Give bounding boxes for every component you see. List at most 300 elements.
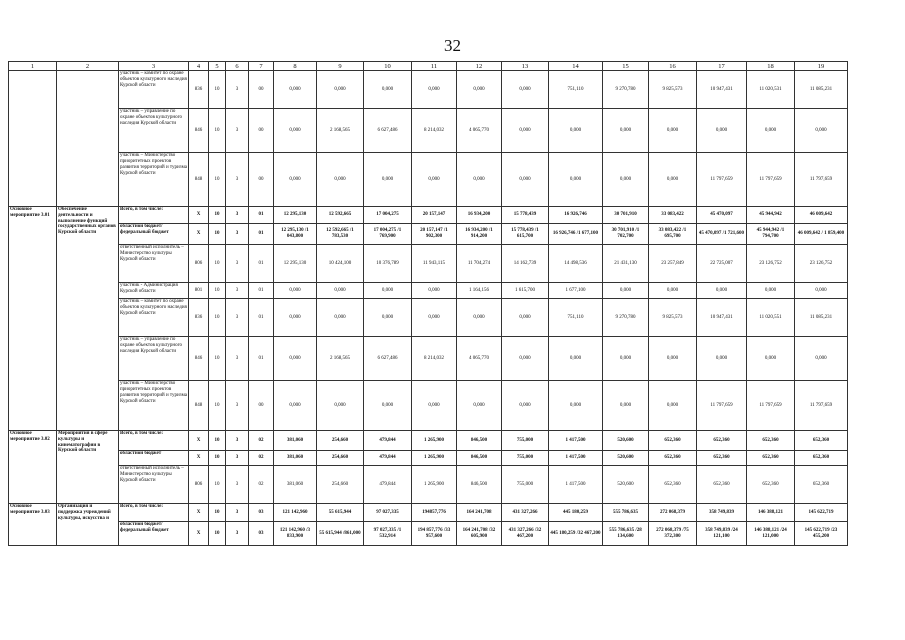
executor-cell: участник – Министерство приоритетных проектов развития территорий и туризма Курской области <box>119 381 189 431</box>
value-cell: 254,660 <box>317 451 364 466</box>
measure-name-cell: Обеспечение деятельности и выполнение функций государственных органов Курской области <box>57 207 119 431</box>
code-cell: 10 <box>209 466 226 504</box>
code-cell: 10 <box>209 431 226 451</box>
code-cell: X <box>189 522 209 546</box>
value-cell: 0,000 <box>649 337 697 381</box>
value-cell: 0,000 <box>274 381 317 431</box>
value-cell: 0,000 <box>603 153 649 207</box>
value-cell: 9 825,573 <box>649 299 697 337</box>
value-cell: 0,000 <box>274 299 317 337</box>
value-cell: 14 498,536 <box>549 245 603 283</box>
value-cell: 145 622,719 <box>795 504 848 522</box>
value-cell: 11 943,115 <box>412 245 457 283</box>
value-cell: 11 797,659 <box>795 381 848 431</box>
code-cell: 10 <box>209 299 226 337</box>
value-cell: 652,360 <box>795 466 848 504</box>
code-cell: 3 <box>226 522 249 546</box>
executor-cell: областной бюджет/ федеральный бюджет <box>119 522 189 546</box>
value-cell: 1 265,900 <box>412 466 457 504</box>
value-cell: 0,000 <box>502 71 549 109</box>
value-cell: 0,000 <box>697 109 747 153</box>
value-cell: 11 797,659 <box>747 153 795 207</box>
value-cell: 146 388,121 <box>747 504 795 522</box>
column-header: 8 <box>274 62 317 71</box>
value-cell: 0,000 <box>549 109 603 153</box>
code-cell: X <box>189 207 209 224</box>
value-cell: 0,000 <box>457 381 502 431</box>
value-cell: 479,844 <box>364 466 412 504</box>
code-cell: X <box>189 451 209 466</box>
value-cell: 0,000 <box>364 381 412 431</box>
column-header: 17 <box>697 62 747 71</box>
header-row <box>9 62 848 71</box>
value-cell: 0,000 <box>649 153 697 207</box>
value-cell: 555 786,635 <box>603 504 649 522</box>
measure-name-cell: Организация и поддержка учреждений культуры, искусства и <box>57 504 119 546</box>
value-cell: 0,000 <box>649 381 697 431</box>
value-cell: 11 020,531 <box>747 71 795 109</box>
value-cell: 9 270,780 <box>603 71 649 109</box>
value-cell: 0,000 <box>364 283 412 299</box>
value-cell: 751,110 <box>549 71 603 109</box>
value-cell: 10 424,100 <box>317 245 364 283</box>
executor-cell: участник - Администрация Курской области <box>119 283 189 299</box>
value-cell: 0,000 <box>549 337 603 381</box>
value-cell: 0,000 <box>412 381 457 431</box>
value-cell: 45 470,097 <box>697 207 747 224</box>
code-cell: X <box>189 224 209 245</box>
executor-cell: участник – комитет по охране объектов культурного наследия Курской области <box>119 299 189 337</box>
measure-cell: Основное мероприятие 3.02 <box>9 431 57 504</box>
value-cell: 11 797,659 <box>795 153 848 207</box>
value-cell: 55 615,944 /861,000 <box>317 522 364 546</box>
value-cell: 431 327,266 <box>502 504 549 522</box>
value-cell: 11 704,274 <box>457 245 502 283</box>
executor-cell: участник – комитет по охране объектов культурного наследия Курской области <box>119 71 189 109</box>
value-cell: 16 934,200 /1 914,200 <box>457 224 502 245</box>
executor-cell: Всего, в том числе: <box>119 504 189 522</box>
table-row <box>9 109 848 153</box>
code-cell: 10 <box>209 337 226 381</box>
value-cell: 254,660 <box>317 431 364 451</box>
value-cell: 23 257,849 <box>649 245 697 283</box>
code-cell: 836 <box>189 299 209 337</box>
value-cell: 9 270,780 <box>603 299 649 337</box>
column-header: 5 <box>209 62 226 71</box>
code-cell: 10 <box>209 224 226 245</box>
value-cell: 652,360 <box>649 466 697 504</box>
value-cell: 4 065,770 <box>457 337 502 381</box>
value-cell: 0,000 <box>274 71 317 109</box>
value-cell: 0,000 <box>649 283 697 299</box>
value-cell: 652,360 <box>747 431 795 451</box>
code-cell: 848 <box>189 153 209 207</box>
value-cell: 846,500 <box>457 431 502 451</box>
value-cell: 46 009,642 / 1 859,400 <box>795 224 848 245</box>
value-cell: 0,000 <box>795 109 848 153</box>
value-cell: 1 677,100 <box>549 283 603 299</box>
value-cell: 0,000 <box>795 283 848 299</box>
code-cell: 10 <box>209 71 226 109</box>
code-cell: 00 <box>249 109 274 153</box>
value-cell: 358 749,839 /24 121,100 <box>697 522 747 546</box>
value-cell: 0,000 <box>649 109 697 153</box>
table-row <box>9 245 848 283</box>
table-row <box>9 451 848 466</box>
value-cell: 0,000 <box>412 153 457 207</box>
table-row <box>9 207 848 224</box>
value-cell: 97 027,335 <box>364 504 412 522</box>
measure-cell: Основное мероприятие 3.03 <box>9 504 57 546</box>
value-cell: 11 797,659 <box>697 381 747 431</box>
value-cell: 15 778,439 /1 615,700 <box>502 224 549 245</box>
code-cell: 00 <box>249 153 274 207</box>
table-row <box>9 381 848 431</box>
value-cell: 97 027,335 /1 532,914 <box>364 522 412 546</box>
code-cell: 01 <box>249 245 274 283</box>
value-cell: 0,000 <box>274 337 317 381</box>
value-cell: 0,000 <box>603 337 649 381</box>
code-cell: 3 <box>226 224 249 245</box>
value-cell: 0,000 <box>317 381 364 431</box>
value-cell: 10 376,789 <box>364 245 412 283</box>
code-cell: 10 <box>209 504 226 522</box>
value-cell: 1 417,500 <box>549 466 603 504</box>
code-cell: 3 <box>226 109 249 153</box>
value-cell: 272 068,379 <box>649 504 697 522</box>
value-cell: 16 934,200 <box>457 207 502 224</box>
value-cell: 751,110 <box>549 299 603 337</box>
executor-cell: областной бюджет <box>119 451 189 466</box>
value-cell: 846,500 <box>457 466 502 504</box>
value-cell: 6 627,486 <box>364 337 412 381</box>
table-row <box>9 466 848 504</box>
code-cell: 10 <box>209 207 226 224</box>
value-cell: 0,000 <box>457 153 502 207</box>
value-cell: 0,000 <box>502 337 549 381</box>
value-cell: 0,000 <box>317 153 364 207</box>
value-cell: 479,844 <box>364 451 412 466</box>
value-cell: 16 926,746 /1 677,100 <box>549 224 603 245</box>
column-header: 4 <box>189 62 209 71</box>
measure-cell <box>9 71 57 207</box>
value-cell: 1 164,156 <box>457 283 502 299</box>
value-cell: 0,000 <box>603 283 649 299</box>
value-cell: 12 295,130 /1 043,800 <box>274 224 317 245</box>
value-cell: 1 615,700 <box>502 283 549 299</box>
value-cell: 11 085,231 <box>795 71 848 109</box>
value-cell: 12 592,665 /1 783,530 <box>317 224 364 245</box>
executor-cell: участник – Министерство приоритетных проектов развития территорий и туризма Курской области <box>119 153 189 207</box>
value-cell: 194 857,776 /33 957,600 <box>412 522 457 546</box>
value-cell: 8 214,032 <box>412 109 457 153</box>
value-cell: 16 926,746 <box>549 207 603 224</box>
value-cell: 0,000 <box>457 299 502 337</box>
page-number: 32 <box>444 36 461 55</box>
table-row <box>9 299 848 337</box>
measure-name-cell: Мероприятия в сфере культуры и кинематографии в Курской области <box>57 431 119 504</box>
value-cell: 0,000 <box>274 109 317 153</box>
code-cell: X <box>189 431 209 451</box>
table-row <box>9 153 848 207</box>
value-cell: 652,360 <box>649 431 697 451</box>
value-cell: 1 265,900 <box>412 431 457 451</box>
value-cell: 652,360 <box>747 451 795 466</box>
value-cell: 652,360 <box>649 451 697 466</box>
value-cell: 1 265,900 <box>412 451 457 466</box>
executor-cell: Всего, в том числе: <box>119 207 189 224</box>
value-cell: 652,360 <box>795 431 848 451</box>
table-row <box>9 283 848 299</box>
value-cell: 164 241,708 <box>457 504 502 522</box>
code-cell: 10 <box>209 153 226 207</box>
value-cell: 22 725,007 <box>697 245 747 283</box>
value-cell: 0,000 <box>603 109 649 153</box>
value-cell: 6 627,486 <box>364 109 412 153</box>
value-cell: 1 417,500 <box>549 431 603 451</box>
code-cell: 10 <box>209 245 226 283</box>
value-cell: 33 083,422 <box>649 207 697 224</box>
column-header: 19 <box>795 62 848 71</box>
column-header: 14 <box>549 62 603 71</box>
value-cell: 0,000 <box>274 153 317 207</box>
value-cell: 0,000 <box>364 71 412 109</box>
value-cell: 381,060 <box>274 451 317 466</box>
value-cell: 0,000 <box>364 153 412 207</box>
table-row <box>9 504 848 522</box>
value-cell: 30 701,910 /1 702,700 <box>603 224 649 245</box>
code-cell: 02 <box>249 466 274 504</box>
code-cell: 3 <box>226 381 249 431</box>
value-cell: 15 778,439 <box>502 207 549 224</box>
value-cell: 652,360 <box>697 466 747 504</box>
code-cell: 3 <box>226 207 249 224</box>
code-cell: 10 <box>209 283 226 299</box>
value-cell: 11 797,659 <box>697 153 747 207</box>
value-cell: 652,360 <box>795 451 848 466</box>
value-cell: 1 417,500 <box>549 451 603 466</box>
value-cell: 45 944,942 /1 794,700 <box>747 224 795 245</box>
value-cell: 10 947,431 <box>697 299 747 337</box>
code-cell: 3 <box>226 504 249 522</box>
value-cell: 0,000 <box>502 381 549 431</box>
budget-table <box>8 61 848 546</box>
code-cell: 01 <box>249 337 274 381</box>
value-cell: 358 749,839 <box>697 504 747 522</box>
measure-name-cell <box>57 71 119 207</box>
value-cell: 652,360 <box>697 451 747 466</box>
column-header: 16 <box>649 62 697 71</box>
value-cell: 520,600 <box>603 451 649 466</box>
value-cell: 652,360 <box>747 466 795 504</box>
value-cell: 755,000 <box>502 466 549 504</box>
code-cell: 00 <box>249 71 274 109</box>
code-cell: 836 <box>189 71 209 109</box>
executor-cell: областной бюджет/ федеральный бюджет <box>119 224 189 245</box>
value-cell: 23 126,752 <box>795 245 848 283</box>
value-cell: 11 797,659 <box>747 381 795 431</box>
code-cell: 3 <box>226 466 249 504</box>
code-cell: 806 <box>189 245 209 283</box>
value-cell: 381,060 <box>274 466 317 504</box>
value-cell: 20 157,147 <box>412 207 457 224</box>
value-cell: 381,060 <box>274 431 317 451</box>
value-cell: 55 615,944 <box>317 504 364 522</box>
value-cell: 21 431,130 <box>603 245 649 283</box>
value-cell: 445 180,259 /32 467,200 <box>549 522 603 546</box>
value-cell: 652,360 <box>697 431 747 451</box>
value-cell: 4 065,770 <box>457 109 502 153</box>
code-cell: 848 <box>189 381 209 431</box>
column-header: 13 <box>502 62 549 71</box>
value-cell: 146 388,121 /24 121,000 <box>747 522 795 546</box>
value-cell: 0,000 <box>412 283 457 299</box>
value-cell: 755,000 <box>502 431 549 451</box>
value-cell: 555 786,635 /28 134,600 <box>603 522 649 546</box>
value-cell: 445 180,259 <box>549 504 603 522</box>
value-cell: 11 020,551 <box>747 299 795 337</box>
code-cell: 10 <box>209 451 226 466</box>
value-cell: 121 142,960 /3 833,900 <box>274 522 317 546</box>
value-cell: 0,000 <box>502 109 549 153</box>
value-cell: 45 944,942 <box>747 207 795 224</box>
column-header: 15 <box>603 62 649 71</box>
column-header: 9 <box>317 62 364 71</box>
code-cell: X <box>189 504 209 522</box>
code-cell: 10 <box>209 109 226 153</box>
column-header: 10 <box>364 62 412 71</box>
code-cell: 846 <box>189 337 209 381</box>
value-cell: 20 157,147 /1 902,300 <box>412 224 457 245</box>
code-cell: 801 <box>189 283 209 299</box>
value-cell: 0,000 <box>274 283 317 299</box>
value-cell: 0,000 <box>364 299 412 337</box>
value-cell: 0,000 <box>697 337 747 381</box>
executor-cell: участник – управление по охране объектов культурного наследия Курской области <box>119 109 189 153</box>
value-cell: 846,500 <box>457 451 502 466</box>
value-cell: 10 947,431 <box>697 71 747 109</box>
value-cell: 12 295,130 <box>274 245 317 283</box>
code-cell: 01 <box>249 283 274 299</box>
code-cell: 02 <box>249 451 274 466</box>
value-cell: 0,000 <box>457 71 502 109</box>
code-cell: 03 <box>249 504 274 522</box>
table-body <box>9 62 848 546</box>
value-cell: 0,000 <box>502 153 549 207</box>
value-cell: 2 168,565 <box>317 109 364 153</box>
code-cell: 10 <box>209 381 226 431</box>
code-cell: 01 <box>249 224 274 245</box>
value-cell: 23 126,752 <box>747 245 795 283</box>
column-header: 2 <box>57 62 119 71</box>
value-cell: 520,600 <box>603 431 649 451</box>
code-cell: 03 <box>249 522 274 546</box>
value-cell: 145 622,719 /23 455,200 <box>795 522 848 546</box>
value-cell: 0,000 <box>603 381 649 431</box>
value-cell: 0,000 <box>317 71 364 109</box>
value-cell: 11 085,231 <box>795 299 848 337</box>
value-cell: 164 241,708 /32 605,900 <box>457 522 502 546</box>
value-cell: 194857,776 <box>412 504 457 522</box>
value-cell: 755,000 <box>502 451 549 466</box>
table-row <box>9 71 848 109</box>
value-cell: 17 004,275 <box>364 207 412 224</box>
value-cell: 45 470,097 /1 721,600 <box>697 224 747 245</box>
executor-cell: ответственный исполнитель – Министерство культуры Курской области <box>119 466 189 504</box>
value-cell: 46 009,642 <box>795 207 848 224</box>
code-cell: 3 <box>226 71 249 109</box>
value-cell: 0,000 <box>412 299 457 337</box>
column-header: 1 <box>9 62 57 71</box>
executor-cell: участник – управление по охране объектов культурного наследия Курской области <box>119 337 189 381</box>
value-cell: 121 142,960 <box>274 504 317 522</box>
code-cell: 3 <box>226 283 249 299</box>
value-cell: 0,000 <box>747 109 795 153</box>
value-cell: 0,000 <box>317 283 364 299</box>
value-cell: 520,600 <box>603 466 649 504</box>
column-header: 3 <box>119 62 189 71</box>
value-cell: 8 214,032 <box>412 337 457 381</box>
column-header: 7 <box>249 62 274 71</box>
code-cell: 3 <box>226 431 249 451</box>
value-cell: 0,000 <box>747 337 795 381</box>
value-cell: 0,000 <box>795 337 848 381</box>
value-cell: 0,000 <box>697 283 747 299</box>
value-cell: 12 592,665 <box>317 207 364 224</box>
code-cell: 806 <box>189 466 209 504</box>
value-cell: 12 295,130 <box>274 207 317 224</box>
value-cell: 9 825,573 <box>649 71 697 109</box>
table-row <box>9 224 848 245</box>
value-cell: 0,000 <box>412 71 457 109</box>
table-row <box>9 431 848 451</box>
code-cell: 01 <box>249 207 274 224</box>
code-cell: 01 <box>249 299 274 337</box>
value-cell: 0,000 <box>549 381 603 431</box>
value-cell: 431 327,266 /32 467,200 <box>502 522 549 546</box>
value-cell: 272 068,379 /75 372,300 <box>649 522 697 546</box>
measure-cell: Основное мероприятие 3.01 <box>9 207 57 431</box>
column-header: 18 <box>747 62 795 71</box>
code-cell: 10 <box>209 522 226 546</box>
code-cell: 3 <box>226 153 249 207</box>
value-cell: 479,844 <box>364 431 412 451</box>
code-cell: 00 <box>249 381 274 431</box>
table-row <box>9 337 848 381</box>
code-cell: 3 <box>226 337 249 381</box>
executor-cell: ответственный исполнитель – Министерство культуры Курской области <box>119 245 189 283</box>
value-cell: 33 083,422 /1 695,700 <box>649 224 697 245</box>
value-cell: 254,660 <box>317 466 364 504</box>
code-cell: 3 <box>226 299 249 337</box>
value-cell: 17 004,275 /1 769,900 <box>364 224 412 245</box>
code-cell: 3 <box>226 451 249 466</box>
value-cell: 14 162,739 <box>502 245 549 283</box>
table-row <box>9 522 848 546</box>
value-cell: 30 701,910 <box>603 207 649 224</box>
value-cell: 2 168,565 <box>317 337 364 381</box>
column-header: 6 <box>226 62 249 71</box>
column-header: 12 <box>457 62 502 71</box>
column-header: 11 <box>412 62 457 71</box>
value-cell: 0,000 <box>747 283 795 299</box>
code-cell: 3 <box>226 245 249 283</box>
code-cell: 02 <box>249 431 274 451</box>
value-cell: 0,000 <box>502 299 549 337</box>
executor-cell: Всего, в том числе: <box>119 431 189 451</box>
code-cell: 846 <box>189 109 209 153</box>
value-cell: 0,000 <box>549 153 603 207</box>
